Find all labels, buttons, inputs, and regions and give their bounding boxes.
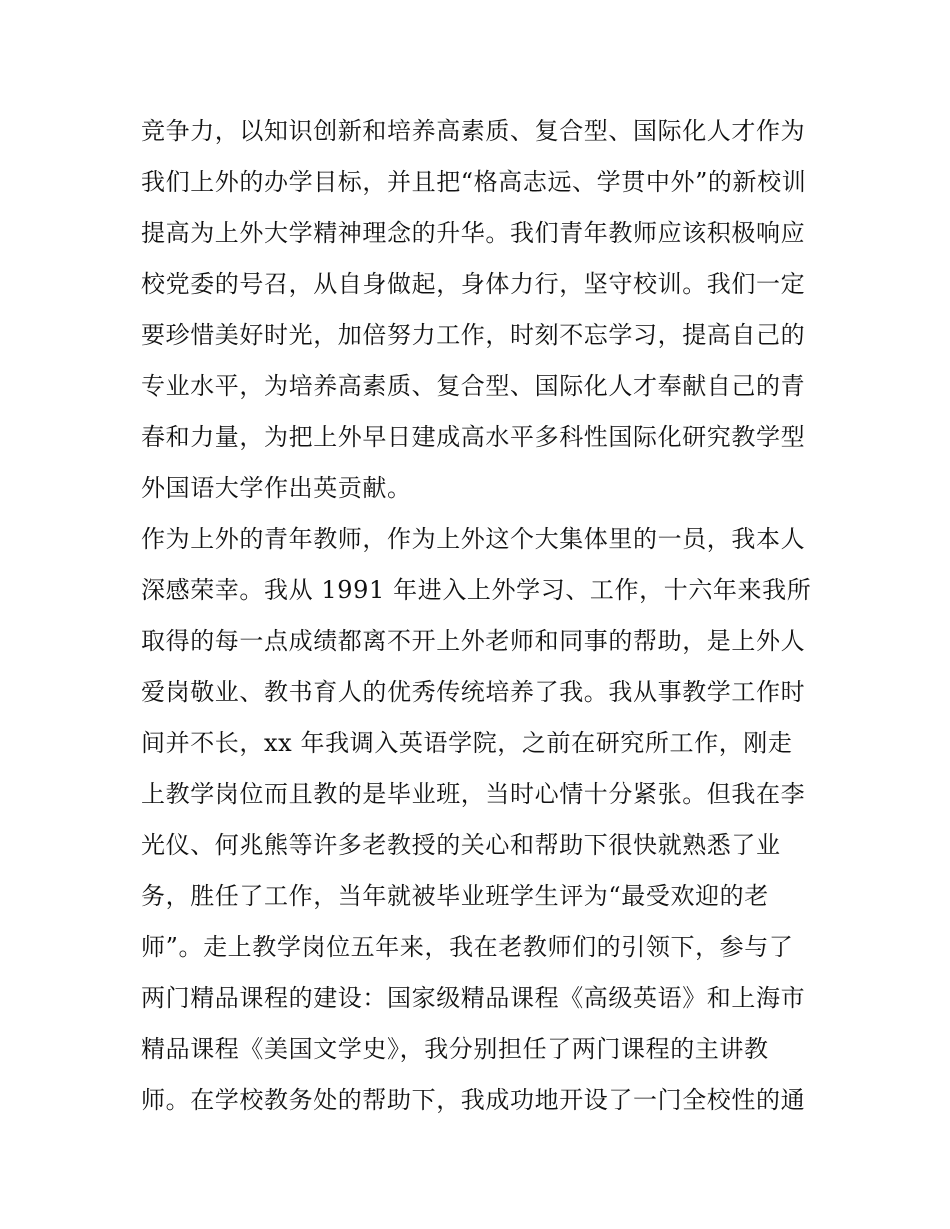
text-line: 精品课程《美国文学史》，我分别担任了两门课程的主讲教 [141, 1035, 769, 1063]
text-line: 我们上外的办学目标，并且把“格高志远、学贯中外”的新校训 [141, 168, 807, 196]
text-line: 上教学岗位而且教的是毕业班，当时心情十分紧张。但我在李 [141, 780, 806, 808]
text-line: 深感荣幸。我从 1991 年进入上外学习、工作，十六年来我所 [141, 576, 812, 604]
text-line: 师。在学校教务处的帮助下，我成功地开设了一门全校性的通 [141, 1086, 806, 1114]
text-line: 取得的每一点成绩都离不开上外老师和同事的帮助，是上外人 [141, 627, 806, 655]
paragraph-2 [141, 514, 821, 1126]
text-line: 两门精品课程的建设：国家级精品课程《高级英语》和上海市 [141, 984, 806, 1012]
text-line: 务，胜任了工作，当年就被毕业班学生评为“最受欢迎的老 [141, 882, 769, 910]
text-line: 作为上外的青年教师，作为上外这个大集体里的一员，我本人 [141, 525, 806, 553]
text-line: 春和力量，为把上外早日建成高水平多科性国际化研究教学型 [141, 423, 806, 451]
text-line: 提高为上外大学精神理念的升华。我们青年教师应该积极响应 [141, 219, 806, 247]
text-line: 间并不长，xx 年我调入英语学院，之前在研究所工作，刚走 [141, 729, 793, 757]
text-line: 竞争力，以知识创新和培养高素质、复合型、国际化人才作为 [141, 117, 806, 145]
document-body [141, 106, 821, 1126]
text-line: 要珍惜美好时光，加倍努力工作，时刻不忘学习，提高自己的 [141, 321, 806, 349]
text-line: 校党委的号召，从自身做起，身体力行，坚守校训。我们一定 [141, 270, 806, 298]
paragraph-1 [141, 106, 821, 514]
text-line: 专业水平，为培养高素质、复合型、国际化人才奉献自己的青 [141, 372, 806, 400]
text-line: 爱岗敬业、教书育人的优秀传统培养了我。我从事教学工作时 [141, 678, 806, 706]
text-line: 外国语大学作出英贡献。 [141, 474, 412, 502]
text-line: 师”。走上教学岗位五年来，我在老教师们的引领下，参与了 [141, 933, 794, 961]
text-line: 光仪、何兆熊等许多老教授的关心和帮助下很快就熟悉了业 [141, 831, 781, 859]
